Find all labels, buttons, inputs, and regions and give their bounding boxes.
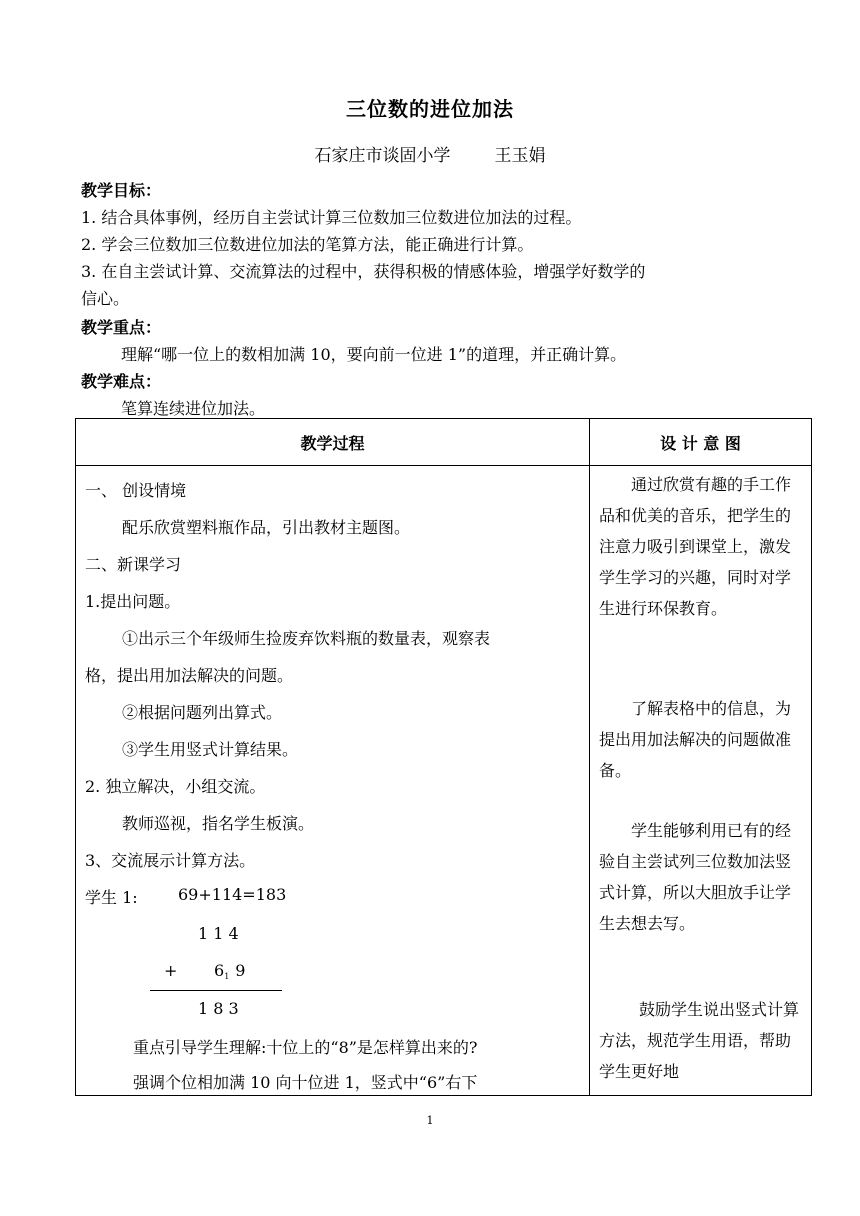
process-line-13: 重点引导学生理解:十位上的“8”是怎样算出来的? [133, 1038, 478, 1057]
carry-mark: 1 [224, 972, 230, 981]
document-title: 三位数的进位加法 [346, 97, 514, 121]
process-line-9: 2. 独立解决，小组交流。 [85, 777, 266, 796]
process-line-6: 格，提出用加法解决的问题。 [85, 666, 294, 685]
objectives-heading: 教学目标： [81, 181, 162, 200]
intent-paragraph-3: 学生能够利用已有的经验自主尝试列三位数加法竖式计算，所以大胆放手让学生去想去写。 [599, 821, 792, 933]
calc-top-number: 1 1 4 [198, 924, 239, 943]
calc-result: 1 8 3 [198, 999, 239, 1018]
process-line-4: 1.提出问题。 [85, 592, 181, 611]
difficulty-text: 笔算连续进位加法。 [121, 399, 266, 418]
header-process: 教学过程 [76, 419, 590, 466]
calc-line [150, 990, 282, 991]
process-line-1: 一、 创设情境 [85, 481, 187, 500]
intent-paragraph-4: 鼓励学生说出竖式计算方法，规范学生用语，帮助学生更好地 [599, 1000, 800, 1081]
intent-paragraph-1: 通过欣赏有趣的手工作品和优美的音乐，把学生的注意力吸引到课堂上，激发学生学习的兴趣，同时对学生进行环保教育。 [599, 475, 792, 618]
objective-item-1: 1. 结合具体事例，经历自主尝试计算三位数加三位数进位加法的过程。 [81, 208, 582, 227]
author-name: 王玉娟 [494, 146, 546, 166]
process-line-11: 3、交流展示计算方法。 [85, 851, 256, 870]
student-expression: 69+114=183 [178, 885, 287, 904]
process-line-10: 教师巡视，指名学生板演。 [122, 814, 315, 833]
key-point-heading: 教学重点： [81, 318, 162, 337]
author-school: 石家庄市谈固小学 [314, 146, 451, 166]
author-line [0, 141, 860, 166]
difficulty-heading: 教学难点： [81, 372, 162, 391]
lesson-table [75, 418, 812, 1096]
calc-plus-sign: + [164, 961, 178, 980]
objective-item-3-cont: 信心。 [81, 289, 130, 308]
process-line-3: 二、新课学习 [85, 555, 182, 574]
calc-second-number [214, 961, 245, 980]
page-number: 1 [426, 1114, 434, 1127]
process-line-8: ③学生用竖式计算结果。 [122, 740, 299, 759]
process-line-5: ①出示三个年级师生捡废弃饮料瓶的数量表，观察表 [122, 629, 491, 648]
calc-digit-ones: 9 [235, 961, 246, 980]
calc-digit-tens: 6 [214, 961, 225, 980]
intent-paragraph-2: 了解表格中的信息，为提出用加法解决的问题做准备。 [599, 699, 792, 780]
process-line-2: 配乐欣赏塑料瓶作品，引出教材主题图。 [122, 518, 411, 537]
header-intent: 设 计 意 图 [590, 419, 812, 466]
student-label: 学生 1: [85, 888, 138, 907]
process-line-14: 强调个位相加满 10 向十位进 1，竖式中“6”右下 [133, 1073, 478, 1092]
intent-cell [590, 466, 812, 1096]
objective-item-2: 2. 学会三位数加三位数进位加法的笔算方法，能正确进行计算。 [81, 235, 534, 254]
objective-item-3: 3. 在自主尝试计算、交流算法的过程中，获得积极的情感体验，增强学好数学的 [81, 262, 646, 281]
process-cell [76, 466, 590, 1096]
process-line-7: ②根据问题列出算式。 [122, 703, 283, 722]
key-point-text: 理解“哪一位上的数相加满 10，要向前一位进 1”的道理，并正确计算。 [121, 345, 627, 364]
